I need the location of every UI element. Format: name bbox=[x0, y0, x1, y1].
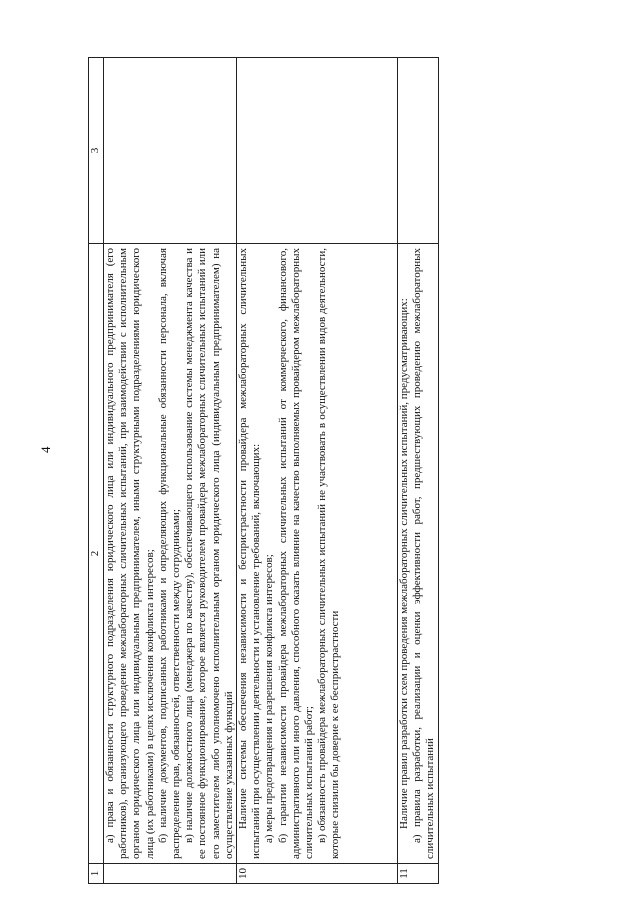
row-paragraph: б) гарантии независимости провайдера межлабораторных сличительных испытаний от коммерческого, финансового, административного или иного давления, способного оказать влияние на качество выполняемых провайдером межлабораторных сличительных испытаний работ; bbox=[276, 248, 316, 859]
row-col3-cell bbox=[104, 58, 237, 244]
header-col-3: 3 bbox=[89, 58, 104, 244]
row-text-cell bbox=[237, 244, 398, 864]
requirements-table bbox=[88, 57, 439, 884]
row-paragraph: в) обязанность провайдера межлабораторных сличительных испытаний не участвовать в осуществлении видов деятельности, которые снизили бы доверие к ее беспристрастности bbox=[316, 248, 342, 859]
row-number bbox=[104, 864, 237, 884]
row-paragraph: а) правила разработки, реализации и оценки эффективности работ, предшествующих проведению межлабораторных сличительных испытаний bbox=[411, 248, 437, 859]
row-paragraph: Наличие правил разработки схем проведения межлабораторных сличительных испытаний, предусматривающих: bbox=[398, 298, 411, 829]
rotated-table-container bbox=[88, 58, 608, 884]
page-number: 4 bbox=[38, 446, 53, 453]
table-row bbox=[398, 58, 439, 884]
row-number: 11 bbox=[398, 864, 439, 884]
table-row bbox=[237, 58, 398, 884]
table-header-row bbox=[89, 58, 104, 884]
row-number: 10 bbox=[237, 864, 398, 884]
row-paragraph: а) права и обязанности структурного подразделения юридического лица или индивидуального предпринимателя (его работников), организующего проведение межлабораторных сличительных испытаний, при взаимодействии с исполнительным органом юридического лица или индивидуальным предпринимателем, иными структурными подразделениями юридического лица (их работниками) в целях исключения конфликта интересов; bbox=[104, 248, 156, 859]
header-col-2: 2 bbox=[89, 244, 104, 864]
header-col-1: 1 bbox=[89, 864, 104, 884]
table-row bbox=[104, 58, 237, 884]
row-paragraph: б) наличие документов, подписанных работниками и определяющих функциональные обязанности персонала, включая распределение прав, обязанностей, ответственности между сотрудниками; bbox=[156, 248, 183, 859]
row-col3-cell bbox=[398, 58, 439, 244]
row-paragraph: в) наличие должностного лица (менеджера по качеству), обеспечивающего использование системы менеджмента качества и ее постоянное функционирование, которое является руководителем провайдера межлабораторных сличительных испытаний или его заместителем либо уполномочено исполнительным органом юридического лица (индивидуальным предпринимателем) на осуществление указанных функций bbox=[183, 248, 235, 859]
row-paragraph: а) меры предотвращения и разрешения конфликта интересов; bbox=[263, 554, 276, 843]
row-text-cell bbox=[104, 244, 237, 864]
row-col3-cell bbox=[237, 58, 398, 244]
row-paragraph: Наличие системы обеспечения независимости и беспристрастности провайдера межлабораторных сличительных испытаний при осуществлении деятельности и установление требований, включающих: bbox=[237, 248, 263, 859]
row-text-cell bbox=[398, 244, 439, 864]
